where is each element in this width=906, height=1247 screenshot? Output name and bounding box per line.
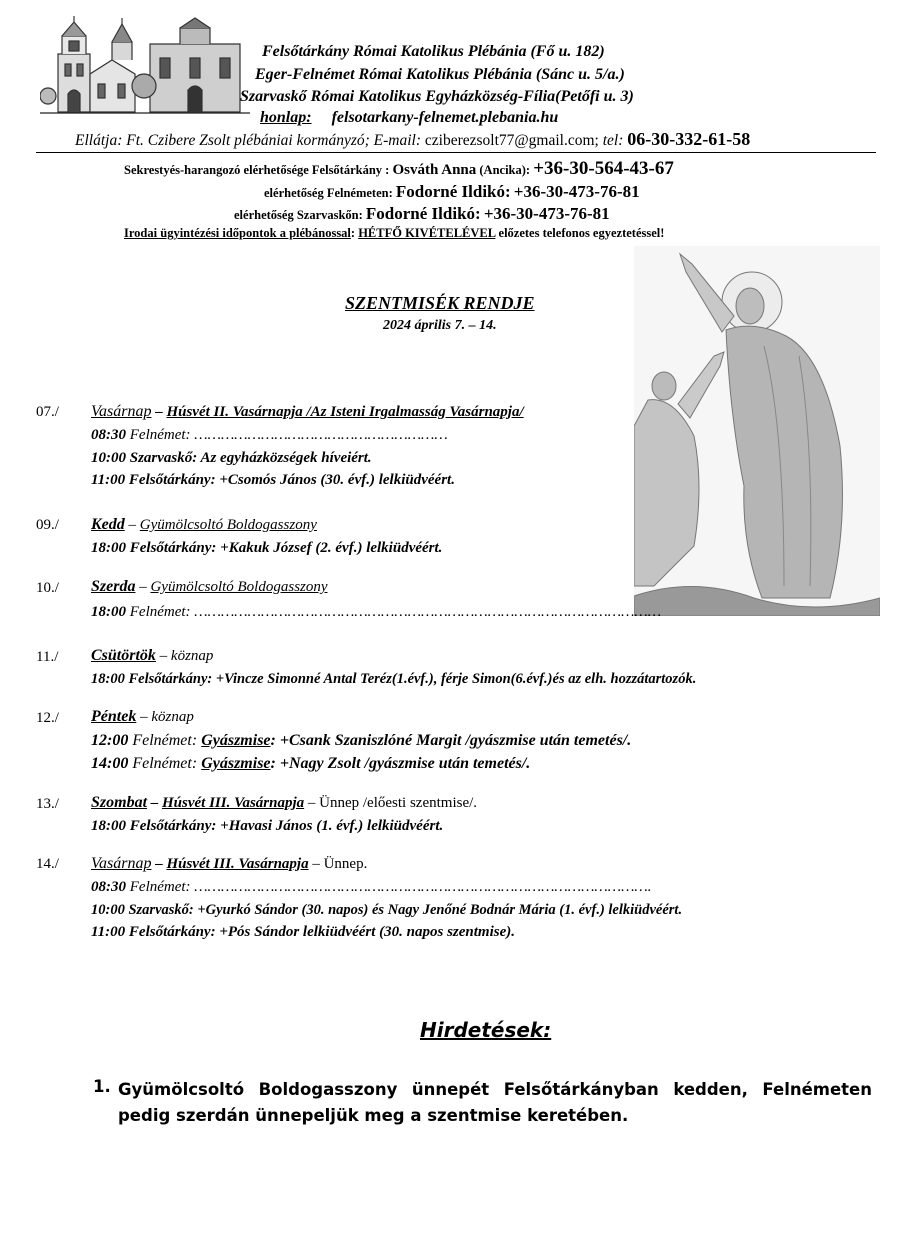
day-name: Szerda	[91, 578, 136, 595]
day-name: Csütörtök	[91, 647, 156, 664]
day-heading	[91, 708, 194, 726]
mass-time: 11:00	[91, 924, 126, 940]
day-number: 11./	[36, 649, 59, 665]
mass-entry	[91, 450, 372, 467]
schedule-title: SZENTMISÉK RENDJE	[345, 293, 535, 313]
mass-entry	[91, 879, 652, 896]
day-number: 09./	[36, 517, 59, 533]
office-prefix: Irodai ügyintézési időpontok a plébánossal	[124, 226, 351, 240]
contact-phone: +36-30-564-43-67	[533, 158, 674, 179]
day-heading	[91, 403, 524, 421]
day-feast: Húsvét III. Vasárnapja	[166, 856, 309, 872]
email[interactable]: cziberezsolt77@gmail.com;	[424, 132, 599, 149]
tel-number: 06-30-332-61-58	[627, 129, 751, 149]
mass-text: Szarvaskő: +Gyurkó Sándor (30. napos) és Nagy Jenőné Bodnár Mária (1. évf.) lelkiüdvéért.	[124, 902, 683, 918]
day-rest: – Ünnep /előesti szentmise/.	[304, 795, 478, 811]
jesus-illustration	[634, 246, 880, 616]
mass-text: Felsőtárkány: +Vincze Simonné Antal Teréz(1.évf.), férje Simon(6.évf.)és az elh. hozzátartozók.	[124, 671, 697, 687]
day-name: Kedd	[91, 516, 125, 533]
contact-phone: +36-30-473-76-81	[483, 204, 610, 223]
contact-name: Osváth Anna	[392, 162, 477, 178]
day-sep: –	[151, 404, 167, 420]
day-sep: –	[151, 856, 167, 872]
day-rest: köznap	[151, 709, 194, 725]
office-colon: :	[350, 226, 356, 240]
mass-time: 11:00	[91, 472, 126, 488]
mass-time: 12:00	[91, 732, 129, 749]
contact-label: Sekrestyés-harangozó elérhetősége Felsőtárkány :	[124, 163, 390, 177]
mass-text: Felnémet: …………………………………………………	[126, 427, 448, 443]
mass-text: Felsőtárkány: +Kakuk József (2. évf.) lelkiüdvéért.	[126, 540, 443, 556]
mass-text: Felnémet:	[128, 755, 202, 772]
parish-line-3: Szarvaskő Római Katolikus Egyházközség-Fília(Petőfi u. 3)	[240, 88, 634, 105]
day-heading	[91, 794, 477, 812]
day-heading	[91, 578, 328, 596]
day-number: 07./	[36, 404, 59, 420]
mass-text: Felsőtárkány: +Csomós János (30. évf.) lelkiüdvéért.	[125, 472, 455, 488]
contact-name: Fodorné Ildikó:	[395, 182, 511, 201]
parish-line-2: Eger-Felnémet Római Katolikus Plébánia (Sánc u. 5/a.)	[255, 66, 625, 83]
day-sep: –	[135, 579, 151, 595]
mass-text: Felnémet: ……………………………………………………………………………………………	[126, 604, 662, 620]
homepage-label: honlap:	[260, 109, 312, 126]
day-rest: – Ünnep.	[308, 856, 368, 872]
mass-time: 08:30	[91, 427, 126, 443]
care-line	[75, 129, 750, 150]
mass-time: 10:00	[91, 450, 126, 466]
mass-entry	[91, 902, 682, 919]
day-name: Vasárnap	[91, 855, 152, 872]
day-sep: –	[124, 517, 140, 533]
mass-entry	[91, 755, 530, 773]
contact-nick: (Ancika):	[479, 163, 531, 177]
mass-time: 10:00	[91, 902, 125, 918]
contact-name: Fodorné Ildikó:	[365, 204, 481, 223]
day-feast: Húsvét II. Vasárnapja /Az Isteni Irgalmasság Vasárnapja/	[166, 404, 524, 420]
mass-emph: Gyászmise	[201, 732, 271, 749]
day-feast: Gyümölcsoltó Boldogasszony	[139, 517, 317, 533]
header-divider	[36, 152, 876, 153]
announcement-number: 1.	[93, 1077, 111, 1096]
contact-label: elérhetőség Szarvaskőn:	[234, 208, 363, 222]
mass-time: 18:00	[91, 540, 126, 556]
mass-text: Felnémet: ………………………………………………………………………………………….	[126, 879, 652, 895]
day-heading	[91, 647, 213, 665]
contact-phone: +36-30-473-76-81	[513, 182, 640, 201]
mass-text: Felnémet:	[128, 732, 202, 749]
day-sep: –	[155, 648, 171, 664]
mass-after: : +Csank Szaniszlóné Margit /gyászmise után temetés/.	[270, 732, 632, 749]
office-suffix: előzetes telefonos egyeztetéssel!	[495, 226, 665, 240]
mass-after: : +Nagy Zsolt /gyászmise után temetés/.	[270, 755, 531, 772]
mass-entry	[91, 540, 442, 557]
church-illustration	[40, 14, 250, 118]
contact-felnemet	[264, 182, 640, 202]
mass-time: 18:00	[91, 604, 126, 620]
mass-text: Szarvaskő: Az egyházközségek híveiért.	[126, 450, 372, 466]
mass-entry	[91, 924, 515, 941]
day-sep: –	[147, 795, 163, 811]
day-number: 10./	[36, 580, 59, 596]
announcements-title: Hirdetések:	[420, 1018, 552, 1042]
mass-time: 08:30	[91, 879, 126, 895]
day-name: Péntek	[91, 708, 137, 725]
mass-time: 18:00	[91, 818, 126, 834]
office-hours	[124, 226, 664, 241]
mass-time: 18:00	[91, 671, 125, 687]
day-number: 14./	[36, 856, 59, 872]
homepage-url[interactable]: felsotarkany-felnemet.plebania.hu	[331, 109, 559, 126]
contact-sexton	[124, 158, 674, 180]
mass-entry	[91, 427, 448, 444]
mass-emph: Gyászmise	[201, 755, 271, 772]
schedule-dates: 2024 április 7. – 14.	[383, 318, 497, 333]
care-prefix: Ellátja: Ft. Czibere Zsolt plébániai kormányzó; E-mail:	[75, 132, 421, 149]
mass-entry	[91, 472, 455, 489]
contact-szarvasko	[234, 204, 610, 224]
day-name: Szombat	[91, 794, 148, 811]
mass-text: Felsőtárkány: +Havasi János (1. évf.) lelkiüdvéért.	[126, 818, 444, 834]
day-rest: köznap	[170, 648, 214, 664]
office-emph: HÉTFŐ KIVÉTELÉVEL	[358, 226, 496, 240]
day-heading	[91, 516, 317, 534]
mass-entry	[91, 818, 443, 835]
homepage-line	[260, 109, 558, 127]
tel-label: tel:	[602, 132, 624, 149]
day-feast: Húsvét III. Vasárnapja	[162, 795, 305, 811]
mass-text: Felsőtárkány: +Pós Sándor lelkiüdvéért (30. napos szentmise).	[125, 924, 515, 940]
mass-entry	[91, 604, 661, 621]
day-heading	[91, 855, 367, 873]
mass-entry	[91, 671, 696, 688]
day-feast: Gyümölcsoltó Boldogasszony	[150, 579, 328, 595]
day-number: 12./	[36, 710, 59, 726]
day-number: 13./	[36, 796, 59, 812]
mass-entry	[91, 732, 631, 750]
parish-line-1: Felsőtárkány Római Katolikus Plébánia (Fő u. 182)	[262, 43, 605, 60]
announcement-text: Gyümölcsoltó Boldogasszony ünnepét Felsőtárkányban kedden, Felnémeten pedig szerdán ünnepeljük meg a szentmise keretében.	[118, 1080, 872, 1125]
day-sep: –	[136, 709, 152, 725]
mass-time: 14:00	[91, 755, 129, 772]
contact-label: elérhetőség Felnémeten:	[264, 186, 393, 200]
day-name: Vasárnap	[91, 403, 152, 420]
